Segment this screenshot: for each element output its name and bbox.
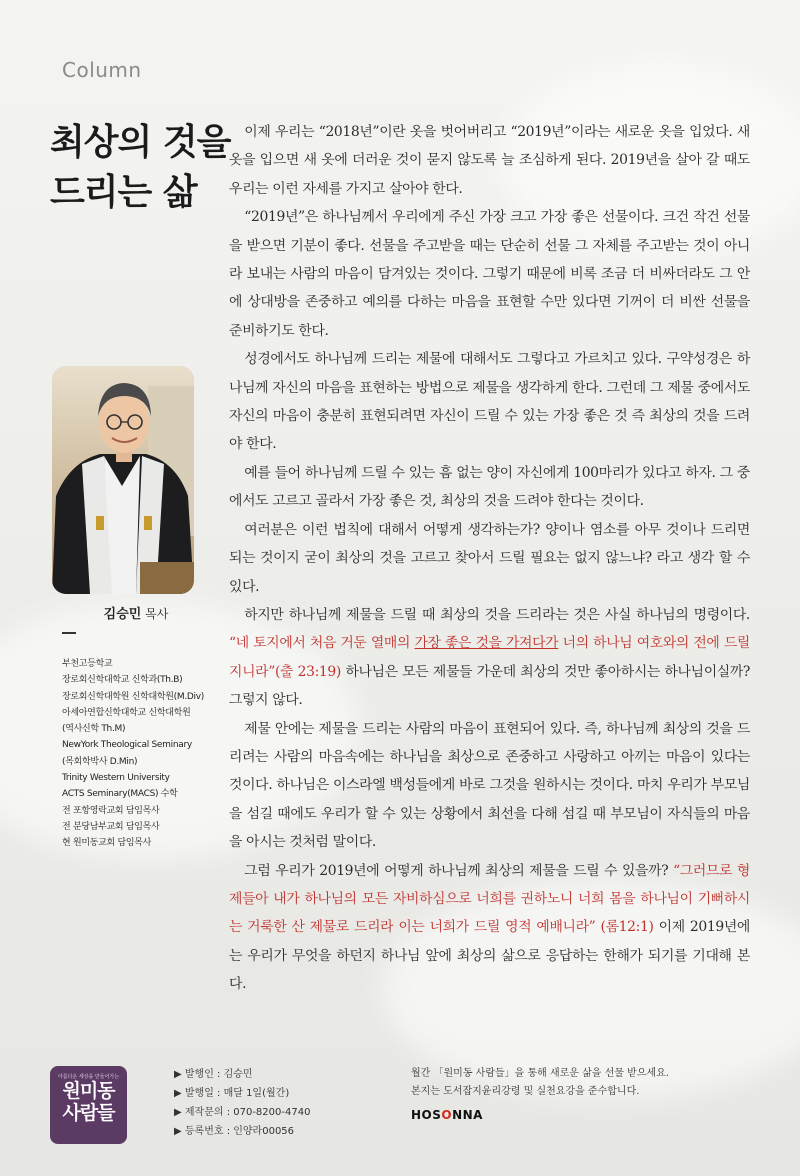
bio-line: 전 분당남부교회 담임목사 bbox=[62, 821, 160, 832]
bio-line: (역사신학 Th.M) bbox=[62, 724, 126, 735]
paragraph-8-text-b: 이제 2019년에는 우리가 무엇을 하던지 하나님 앞에 최상의 삶으로 응답하는 한해가 되기를 기대해 본다. bbox=[229, 919, 750, 993]
author-name bbox=[66, 603, 206, 622]
paragraph-1: 이제 우리는 “2018년”이란 옷을 벗어버리고 “2019년”이라는 새로운 옷을 입었다. 새 옷을 입으면 새 옷에 더러운 것이 묻지 않도록 늘 조심하게 된다. 2019년을 살아 갈 때도 우리는 이런 자세를 가지고 살아야 한다. bbox=[229, 124, 750, 197]
brand-part: O bbox=[441, 1108, 453, 1122]
hosanna-logo bbox=[411, 1108, 483, 1122]
publisher: ▶ 발행인 : 김승민 bbox=[174, 1069, 253, 1080]
quote-part: “네 토지에서 처음 거둔 열매의 bbox=[229, 635, 415, 652]
bio-divider bbox=[62, 632, 76, 634]
title-line-1: 최상의 것을 bbox=[50, 122, 231, 163]
publication-notice bbox=[411, 1065, 669, 1101]
author-photo bbox=[52, 366, 194, 594]
bio-line: 현 원미동교회 담임목사 bbox=[62, 838, 152, 849]
brand-part: NNA bbox=[452, 1108, 483, 1122]
quote-underlined: 가장 좋은 것을 가져다가 bbox=[414, 635, 559, 652]
magazine-logo bbox=[50, 1066, 127, 1144]
paragraph-7: 제물 안에는 제물을 드리는 사람의 마음이 표현되어 있다. 즉, 하나님께 최상의 것을 드리려는 사람의 마음속에는 하나님을 최상으로 존중하고 사랑하고 아끼는 마음이 있다는 것이다. 하나님은 이스라엘 백성들에게 바로 그것을 원하시는 것이다. 마치 우리가 부모님을 섬길 때에도 우리가 할 수 있는 상황에서 최선을 다해 섬길 때 부모님이 자식들의 마음을 아시는 것처럼 말이다. bbox=[229, 720, 750, 851]
paragraph-6-text-a: 하지만 하나님께 제물을 드릴 때 최상의 것을 드리라는 것은 사실 하나님의 명령이다. bbox=[244, 606, 750, 623]
bio-line: 장로회신학대학원 신학대학원(M.Div) bbox=[62, 691, 204, 702]
bio-line: Trinity Western University bbox=[62, 773, 170, 784]
title-line-2: 드리는 삶 bbox=[50, 172, 197, 213]
paragraph-6-text-b: 하나님은 모든 제물들 가운데 최상의 것만 좋아하시는 하나님이실까? 그렇지 않다. bbox=[229, 663, 750, 709]
bio-line: NewYork Theological Seminary bbox=[62, 740, 192, 751]
author-name-text: 김승민 bbox=[103, 607, 142, 622]
quote-part: 너의 하나님 여호와의 전에 드릴지니라”(출 23:19) bbox=[229, 635, 750, 680]
brand-part: HOS bbox=[411, 1108, 442, 1122]
bio-line: 장로회신학대학교 신학과(Th.B) bbox=[62, 675, 183, 686]
registration-number: ▶ 등록번호 : 인양라00056 bbox=[174, 1126, 295, 1137]
bio-line: 전 포항영락교회 담임목사 bbox=[62, 805, 160, 816]
contact: ▶ 제작문의 : 070-8200-4740 bbox=[174, 1107, 311, 1118]
scripture-quote-romans: “그러므로 형제들아 내가 하나님의 모든 자비하심으로 너희를 권하노니 너희 몸을 하나님이 기뻐하시는 거룩한 산 제물로 드리라 이는 너희가 드릴 영적 예배니라” (롬12:1) bbox=[229, 862, 750, 936]
bio-line: ACTS Seminary(MACS) 수학 bbox=[62, 789, 178, 800]
publication-info bbox=[174, 1065, 310, 1141]
notice-line-2: 본지는 도서잡지윤리강령 및 실천요강을 준수합니다. bbox=[411, 1086, 640, 1097]
bio-line: 아세아연합신학대학교 신학대학원 bbox=[62, 707, 191, 718]
section-label: Column bbox=[62, 58, 142, 82]
logo-line-2: 사람들 bbox=[62, 1102, 115, 1124]
paragraph-4: 예를 들어 하나님께 드릴 수 있는 흠 없는 양이 자신에게 100마리가 있다고 하자. 그 중에서도 고르고 골라서 가장 좋은 것, 최상의 것을 드려야 한다는 것이다. bbox=[229, 464, 750, 510]
bio-line: (목회학박사 D.Min) bbox=[62, 756, 138, 767]
article-body bbox=[229, 118, 750, 999]
bio-line: 부천고등학교 bbox=[62, 659, 113, 669]
logo-line-1: 원미동 bbox=[62, 1080, 115, 1102]
notice-line-1: 월간 「원미동 사람들」을 통해 새로운 삶을 선물 받으세요. bbox=[411, 1068, 669, 1079]
publish-date: ▶ 발행일 : 매달 1일(월간) bbox=[174, 1088, 290, 1099]
paragraph-2: “2019년”은 하나님께서 우리에게 주신 가장 크고 가장 좋은 선물이다. 크건 작건 선물을 받으면 기분이 좋다. 선물을 주고받을 때는 단순히 선물 그 자체를 주고받는 것이 아니라 보내는 사람의 마음이 담겨있는 것이다. 그렇기 때문에 비록 조금 더 비싸더라도 그 안에 상대방을 존중하고 예의를 다하는 마음을 표현할 수만 있다면 기꺼이 더 비싼 선물을 준비하기도 한다. bbox=[229, 209, 751, 339]
author-role: 목사 bbox=[145, 607, 169, 621]
paragraph-8 bbox=[229, 857, 750, 999]
paragraph-5: 여러분은 이런 법칙에 대해서 어떻게 생각하는가? 양이나 염소를 아무 것이나 드리면 되는 것이지 굳이 최상의 것을 고르고 찾아서 드릴 필요는 없지 않느냐? 라고 생각 할 수 있다. bbox=[229, 521, 750, 595]
paragraph-8-text-a: 그럼 우리가 2019년에 어떻게 하나님께 최상의 제물을 드릴 수 있을까? bbox=[244, 862, 674, 879]
paragraph-3: 성경에서도 하나님께 드리는 제물에 대해서도 그렇다고 가르치고 있다. 구약성경은 하나님께 자신의 마음을 표현하는 방법으로 제물을 생각하게 한다. 그런데 그 제물 중에서도 자신의 마음이 충분히 표현되려면 자신이 드릴 수 있는 가장 좋은 것 즉 최상의 것을 드려야 한다. bbox=[229, 351, 750, 453]
logo-tagline: 아름다운 세상을 만들어가는 bbox=[57, 1074, 120, 1080]
paragraph-6 bbox=[229, 601, 750, 715]
